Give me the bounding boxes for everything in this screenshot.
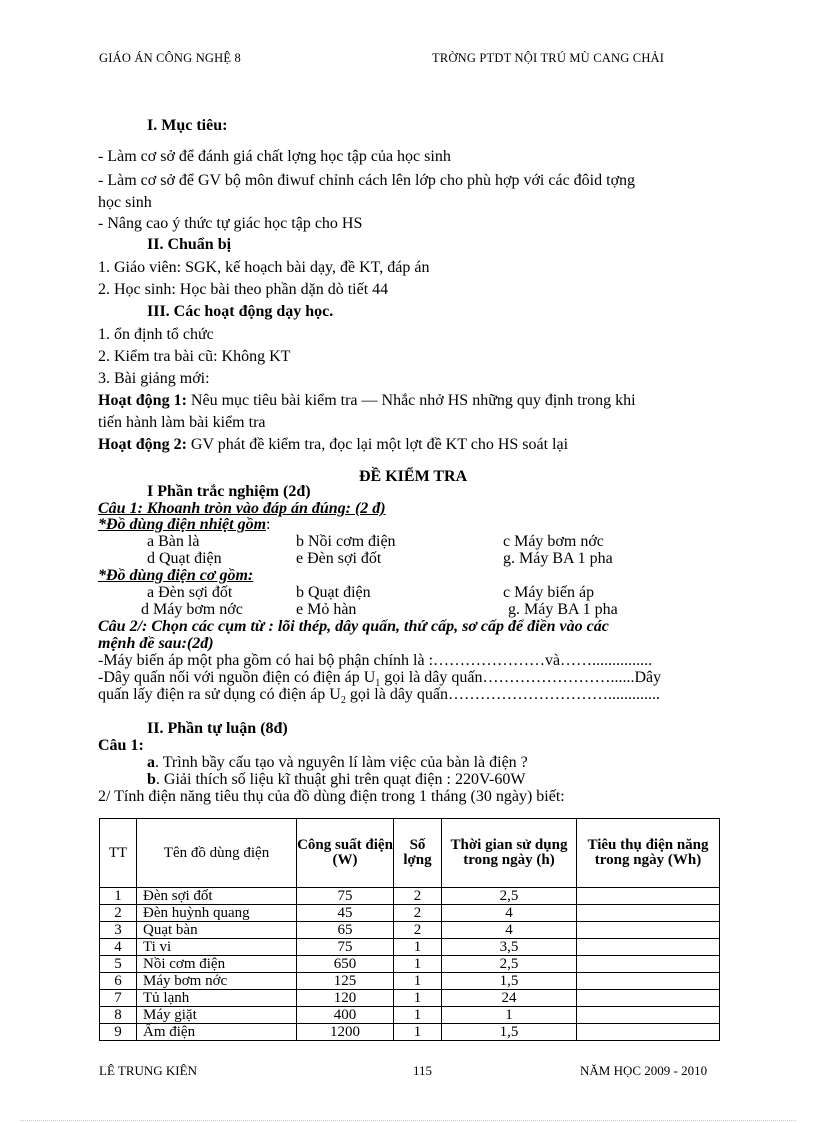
- table-cell: Quạt bàn: [137, 922, 297, 939]
- table-cell: [577, 1007, 720, 1024]
- table-cell: [577, 956, 720, 973]
- fill-line-2-b: gọi là dây quấn……………………......Dây: [380, 669, 662, 686]
- table-cell: 2: [394, 922, 442, 939]
- s3-line-3: 3. Bài giảng mới:: [98, 370, 210, 387]
- c1-b: [147, 771, 525, 789]
- table-cell: 2: [394, 888, 442, 905]
- section-1-title: I. Mục tiêu:: [147, 117, 228, 134]
- footer-author: LÊ TRUNG KIÊN: [99, 1063, 197, 1078]
- table-cell: 400: [297, 1007, 394, 1024]
- c1-a: [147, 754, 528, 772]
- table-cell: 1: [394, 956, 442, 973]
- activity-1-cont: tiến hành làm bài kiểm tra: [98, 414, 266, 431]
- table-cell: 1: [394, 1007, 442, 1024]
- option: g. Máy BA 1 pha: [508, 601, 618, 618]
- part-1-title: I Phần trắc nghiệm (2đ): [147, 483, 311, 500]
- table-cell: 1200: [297, 1024, 394, 1041]
- s1-line-3: học sinh: [98, 194, 152, 211]
- table-cell: 2: [394, 905, 442, 922]
- table-cell: [577, 1024, 720, 1041]
- table-row: [100, 888, 720, 905]
- table-cell: 9: [100, 1024, 137, 1041]
- th-name: Tên đồ dùng điện: [137, 819, 297, 888]
- table-cell: 3: [100, 922, 137, 939]
- table-cell: 4: [100, 939, 137, 956]
- activity-1: [98, 392, 636, 410]
- option: d Quạt điện: [147, 550, 222, 567]
- c1a-text: . Trình bầy cấu tạo và nguyên lí làm việc của bàn là điện ?: [155, 754, 528, 771]
- section-3-title: III. Các hoạt động dạy học.: [147, 303, 334, 320]
- s1-line-1: - Làm cơ sở để đánh giá chất lợng học tập của học sinh: [98, 148, 451, 165]
- table-cell: [577, 973, 720, 990]
- table-row: [100, 1024, 720, 1041]
- table-cell: 3,5: [442, 939, 577, 956]
- table-cell: 75: [297, 888, 394, 905]
- option: c Máy bơm nớc: [503, 533, 604, 550]
- exam-title: ĐỀ KIỂM TRA: [359, 468, 468, 485]
- table-cell: 4: [442, 922, 577, 939]
- table-cell: 6: [100, 973, 137, 990]
- table-cell: Máy giặt: [137, 1007, 297, 1024]
- activity-2-label: Hoạt động 2:: [98, 436, 187, 453]
- table-row: [100, 939, 720, 956]
- table-cell: 1: [394, 1024, 442, 1041]
- s3-line-1: 1. ổn định tổ chức: [98, 326, 214, 343]
- option: b Nồi cơm điện: [296, 533, 396, 550]
- table-cell: Đèn sợi đốt: [137, 888, 297, 905]
- fill-line-3: [98, 686, 660, 710]
- table-cell: 5: [100, 956, 137, 973]
- table-cell: 1: [394, 990, 442, 1007]
- table-cell: [577, 990, 720, 1007]
- option: e Mỏ hàn: [296, 601, 357, 618]
- s1-line-2: - Làm cơ sở để GV bộ môn điwuf chỉnh cách lên lớp cho phù hợp với các đôid tợng: [98, 172, 636, 189]
- table-row: [100, 990, 720, 1007]
- table-row: [100, 973, 720, 990]
- group-1-title: *Đồ dùng điện nhiệt gồm: [98, 516, 267, 533]
- c1-label: Câu 1:: [98, 737, 144, 754]
- activity-2-text: GV phát đề kiểm tra, đọc lại một lợt đề KT cho HS soát lại: [186, 436, 569, 453]
- s2-line-1: 1. Giáo viên: SGK, kế hoạch bài dạy, đề KT, đáp án: [98, 259, 430, 276]
- table-cell: [577, 922, 720, 939]
- option: e Đèn sợi đốt: [296, 550, 382, 567]
- header-left: GIÁO ÁN CÔNG NGHỆ 8: [99, 51, 241, 65]
- table-cell: Máy bơm nớc: [137, 973, 297, 990]
- group-2-title: *Đồ dùng điện cơ gồm:: [98, 567, 254, 584]
- table-row: [100, 922, 720, 939]
- table-cell: Đèn huỳnh quang: [137, 905, 297, 922]
- question-1: Câu 1: Khoanh tròn vào đáp án đúng: (2 đ): [98, 500, 386, 517]
- table-cell: 24: [442, 990, 577, 1007]
- table-cell: Tủ lạnh: [137, 990, 297, 1007]
- activity-2: [98, 436, 568, 454]
- table-cell: 2,5: [442, 956, 577, 973]
- table-cell: 125: [297, 973, 394, 990]
- subscript: 2: [340, 695, 346, 707]
- s2-line-2: 2. Học sinh: Học bài theo phần dặn dò tiết 44: [98, 281, 389, 298]
- page-edge: [20, 1120, 796, 1121]
- group-1-colon: :: [266, 516, 271, 533]
- table-cell: 1: [100, 888, 137, 905]
- th-power: Công suất điện (W): [297, 819, 394, 888]
- option: a Đèn sợi đốt: [147, 584, 233, 601]
- c1b-text: . Giải thích số liệu kĩ thuật ghi trên quạt điện : 220V-60W: [155, 771, 526, 788]
- table-cell: 2: [100, 905, 137, 922]
- option: b Quạt điện: [296, 584, 371, 601]
- s1-line-4: - Nâng cao ý thức tự giác học tập cho HS: [98, 215, 363, 232]
- table-row: [100, 1007, 720, 1024]
- table-cell: 7: [100, 990, 137, 1007]
- fill-line-3-b: gọi là dây quấn………………………….............: [345, 686, 661, 703]
- c1b-label: b: [147, 771, 156, 788]
- option: a Bàn là: [147, 533, 200, 550]
- header-right: TRỜNG PTDT NỘI TRÚ MÙ CANG CHẢI: [432, 51, 665, 65]
- table-cell: 2,5: [442, 888, 577, 905]
- table-row: [100, 905, 720, 922]
- fill-line-1: -Máy biến áp một pha gồm có hai bộ phận chính là :…………………và……...............: [98, 652, 653, 669]
- activity-1-label: Hoạt động 1:: [98, 392, 187, 409]
- th-tt: TT: [100, 819, 137, 888]
- table-cell: [577, 888, 720, 905]
- table-cell: 1: [394, 973, 442, 990]
- option: g. Máy BA 1 pha: [503, 550, 613, 567]
- table-cell: 45: [297, 905, 394, 922]
- question-2-line-1: Câu 2/: Chọn các cụm từ : lõi thép, dây quấn, thứ cấp, sơ cấp để điền vào các: [98, 618, 609, 635]
- option: d Máy bơm nớc: [141, 601, 243, 618]
- subscript: 1: [375, 678, 381, 690]
- table-cell: 120: [297, 990, 394, 1007]
- table-header-row: [100, 819, 720, 888]
- table-cell: Nồi cơm điện: [137, 956, 297, 973]
- table-cell: 1,5: [442, 1024, 577, 1041]
- fill-line-3-a: quấn lấy điện ra sử dụng có điện áp U: [98, 686, 341, 703]
- page-number: 115: [413, 1063, 433, 1078]
- table-cell: 65: [297, 922, 394, 939]
- footer-year: NĂM HỌC 2009 - 2010: [580, 1063, 708, 1078]
- table-cell: [577, 905, 720, 922]
- th-qty: Số lợng: [394, 819, 442, 888]
- c2-text: 2/ Tính điện năng tiêu thụ của đồ dùng điện trong 1 tháng (30 ngày) biết:: [98, 788, 565, 805]
- table-cell: 650: [297, 956, 394, 973]
- question-2-line-2: mệnh đề sau:(2đ): [98, 635, 214, 652]
- table-cell: Ti vi: [137, 939, 297, 956]
- table-cell: 1: [442, 1007, 577, 1024]
- table-row: [100, 956, 720, 973]
- table-cell: Ấm điện: [137, 1024, 297, 1041]
- th-consumption: Tiêu thụ điện năng trong ngày (Wh): [577, 819, 720, 888]
- table-cell: 1,5: [442, 973, 577, 990]
- consumption-table: [99, 818, 720, 1041]
- table-cell: 4: [442, 905, 577, 922]
- c1a-label: a: [147, 754, 155, 771]
- th-time: Thời gian sử dụng trong ngày (h): [442, 819, 577, 888]
- s3-line-2: 2. Kiểm tra bài cũ: Không KT: [98, 348, 291, 365]
- activity-1-text: Nêu mục tiêu bài kiểm tra — Nhắc nhở HS những quy định trong khi: [186, 392, 636, 409]
- table-cell: 8: [100, 1007, 137, 1024]
- table-cell: 1: [394, 939, 442, 956]
- table-cell: [577, 939, 720, 956]
- option: c Máy biến áp: [503, 584, 595, 601]
- section-2-title: II. Chuẩn bị: [147, 236, 232, 253]
- group-1-title-row: [98, 516, 270, 534]
- part-2-title: II. Phần tự luận (8đ): [147, 720, 288, 737]
- fill-line-2-a: -Dây quấn nối với nguồn điện có điện áp U: [98, 669, 376, 686]
- table-cell: 75: [297, 939, 394, 956]
